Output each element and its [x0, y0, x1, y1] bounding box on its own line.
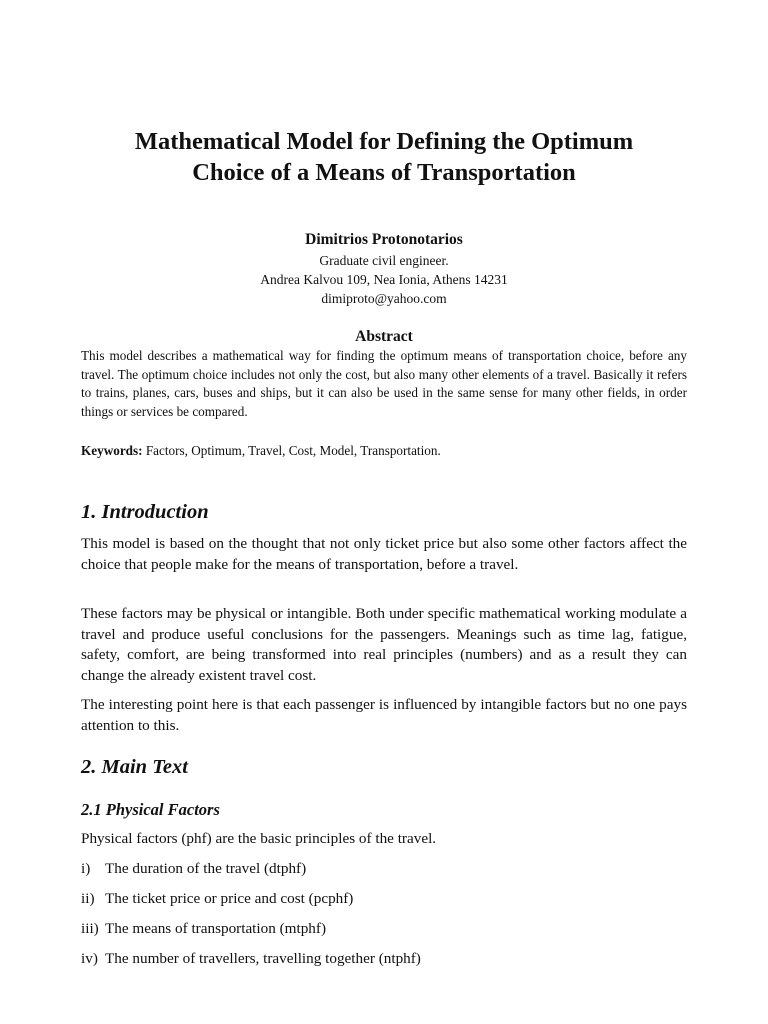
- author-name: Dimitrios Protonotarios: [305, 231, 463, 248]
- list-item-number: iii): [81, 920, 99, 937]
- keywords-list: Factors, Optimum, Travel, Cost, Model, Transportation.: [142, 443, 441, 458]
- paper-title: [60, 126, 708, 188]
- section-heading-introduction: 1. Introduction: [81, 501, 209, 523]
- physical-factors-intro: Physical factors (phf) are the basic principles of the travel.: [81, 830, 437, 847]
- list-item-number: iv): [81, 950, 98, 967]
- author-address: Andrea Kalvou 109, Nea Ionia, Athens 14231: [260, 272, 508, 287]
- author-email: dimiproto@yahoo.com: [321, 291, 447, 306]
- subsection-heading-physical-factors: 2.1 Physical Factors: [81, 800, 220, 819]
- keywords-label: Keywords:: [81, 443, 143, 458]
- list-item: [81, 949, 421, 969]
- intro-paragraph-3: The interesting point here is that each passenger is influenced by intangible factors but no one pays attention to this.: [81, 696, 687, 734]
- abstract-heading: Abstract: [355, 328, 413, 345]
- intro-paragraph-1: This model is based on the thought that not only ticket price but also some other factors affect the choice that people make for the means of transportation, before a travel.: [81, 535, 687, 573]
- list-item-number: ii): [81, 890, 95, 907]
- author-affiliation: Graduate civil engineer.: [319, 253, 449, 268]
- title-line-2: Choice of a Means of Transportation: [192, 159, 576, 186]
- keywords: [81, 442, 687, 461]
- list-item: [81, 889, 353, 909]
- title-line-1: Mathematical Model for Defining the Optimum: [134, 128, 634, 155]
- list-item-text: The number of travellers, travelling together (ntphf): [105, 950, 421, 967]
- abstract-body: This model describes a mathematical way for finding the optimum means of transportation choice, before any travel. The optimum choice includes not only the cost, but also many other elements of a travel. Basically it refers to trains, planes, cars, buses and ships, but it can also be used in the same sense for many other fields, in order things or services be compared.: [81, 348, 687, 419]
- list-item: [81, 919, 326, 939]
- list-item-text: The ticket price or price and cost (pcphf): [105, 890, 354, 907]
- list-item: [81, 859, 306, 879]
- list-item-number: i): [81, 860, 91, 877]
- section-heading-main-text: 2. Main Text: [81, 756, 188, 778]
- intro-paragraph-2: These factors may be physical or intangible. Both under specific mathematical working modulate a travel and produce useful conclusions for the passengers. Meanings such as time lag, fatigue, safety, comfort, are being transformed into real principles (numbers) and as a result they can change the already existent travel cost.: [81, 605, 687, 684]
- list-item-text: The means of transportation (mtphf): [105, 920, 326, 937]
- list-item-text: The duration of the travel (dtphf): [105, 860, 307, 877]
